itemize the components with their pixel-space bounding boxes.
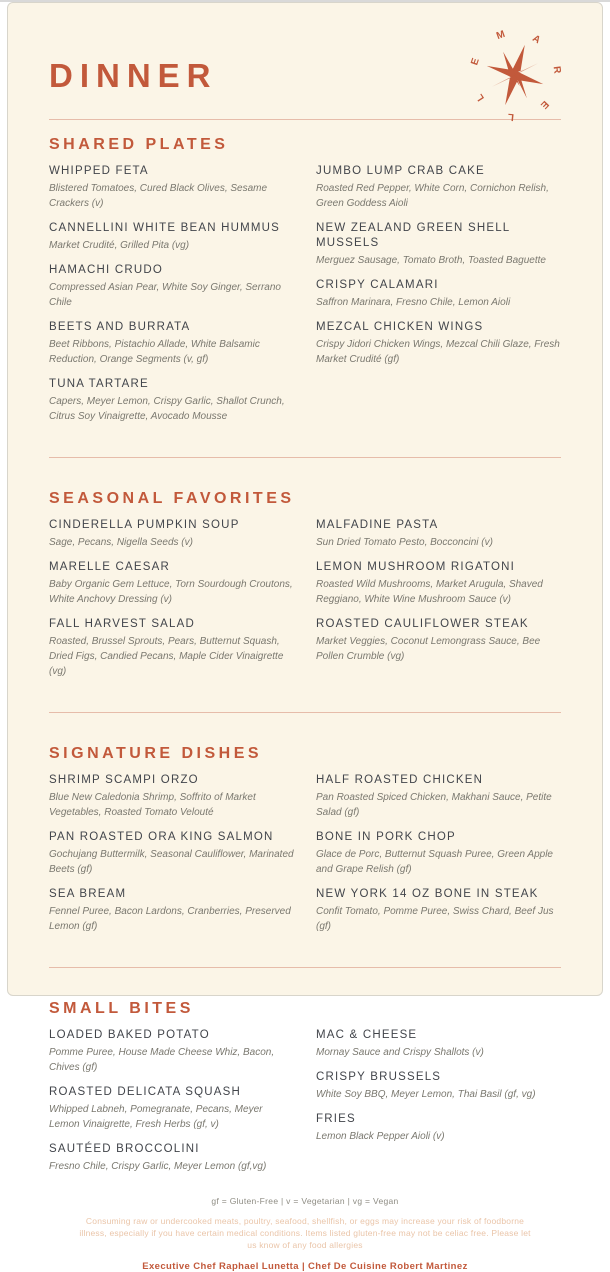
menu-item bbox=[49, 1142, 294, 1174]
menu-item-name: SEA BREAM bbox=[49, 888, 127, 900]
menu-item-description: Roasted Red Pepper, White Corn, Cornichon Relish, Green Goddess Aioli bbox=[316, 183, 549, 209]
menu-item bbox=[316, 1070, 561, 1102]
menu-item-name: SAUTÉED BROCCOLINI bbox=[49, 1143, 200, 1155]
section-title: SMALL BITES bbox=[49, 1000, 194, 1017]
menu-item-name: CINDERELLA PUMPKIN SOUP bbox=[49, 519, 240, 531]
menu-item-description: Fresno Chile, Crispy Garlic, Meyer Lemon (gf,vg) bbox=[49, 1161, 267, 1172]
menu-item-description: Market Crudité, Grilled Pita (vg) bbox=[49, 240, 190, 251]
compass-star-icon bbox=[482, 42, 548, 108]
menu-item-description: Baby Organic Gem Lettuce, Torn Sourdough Croutons, White Anchovy Dressing (v) bbox=[49, 579, 293, 605]
logo-letter: R bbox=[550, 65, 563, 75]
restaurant-logo bbox=[469, 29, 561, 121]
menu-sections bbox=[49, 136, 561, 1184]
menu-item-name: ROASTED DELICATA SQUASH bbox=[49, 1086, 242, 1098]
menu-item bbox=[316, 278, 561, 310]
menu-item bbox=[49, 263, 294, 310]
menu-item bbox=[49, 887, 294, 934]
section-title: SHARED PLATES bbox=[49, 136, 229, 153]
menu-column-left bbox=[49, 1028, 294, 1184]
menu-item-name: MAC & CHEESE bbox=[316, 1029, 418, 1041]
menu-item-description: Roasted, Brussel Sprouts, Pears, Butternut Squash, Dried Figs, Candied Pecans, Maple Cider Vinaigrette (vg) bbox=[49, 636, 284, 677]
menu-item-description: Capers, Meyer Lemon, Crispy Garlic, Shallot Crunch, Citrus Soy Vinaigrette, Avocado Mousse bbox=[49, 396, 285, 422]
menu-section bbox=[49, 136, 561, 434]
menu-item bbox=[316, 1112, 561, 1144]
menu-item bbox=[49, 1085, 294, 1132]
chefs-line: Executive Chef Raphael Lunetta | Chef De Cuisine Robert Martinez bbox=[142, 1261, 468, 1272]
menu-item-description: Mornay Sauce and Crispy Shallots (v) bbox=[316, 1047, 484, 1058]
section-title: SIGNATURE DISHES bbox=[49, 745, 263, 762]
menu-item bbox=[316, 560, 561, 607]
menu-item-name: PAN ROASTED ORA KING SALMON bbox=[49, 831, 274, 843]
menu-item bbox=[49, 320, 294, 367]
menu-item-description: Confit Tomato, Pomme Puree, Swiss Chard, Beef Jus (gf) bbox=[316, 906, 554, 932]
menu-footer bbox=[49, 1196, 561, 1272]
menu-item-description: Sun Dried Tomato Pesto, Bocconcini (v) bbox=[316, 537, 493, 548]
dinner-menu bbox=[7, 2, 603, 1272]
logo-letter: M bbox=[494, 29, 507, 43]
menu-item-name: MALFADINE PASTA bbox=[316, 519, 439, 531]
menu-column-left bbox=[49, 164, 294, 434]
menu-item-name: HAMACHI CRUDO bbox=[49, 264, 163, 276]
menu-item bbox=[49, 518, 294, 550]
menu-item-description: Fennel Puree, Bacon Lardons, Cranberries, Preserved Lemon (gf) bbox=[49, 906, 291, 932]
menu-column-right bbox=[316, 518, 561, 689]
menu-item bbox=[49, 221, 294, 253]
menu-item bbox=[49, 830, 294, 877]
menu-item-name: TUNA TARTARE bbox=[49, 378, 149, 390]
menu-column-left bbox=[49, 518, 294, 689]
menu-item-name: CRISPY BRUSSELS bbox=[316, 1071, 442, 1083]
logo-letter: E bbox=[469, 56, 482, 67]
menu-item-name: SHRIMP SCAMPI ORZO bbox=[49, 774, 199, 786]
menu-item-description: Saffron Marinara, Fresno Chile, Lemon Aioli bbox=[316, 297, 511, 308]
menu-column-right bbox=[316, 164, 561, 434]
menu-item-description: Glace de Porc, Butternut Squash Puree, Green Apple and Grape Relish (gf) bbox=[316, 849, 553, 875]
menu-item bbox=[49, 164, 294, 211]
menu-item bbox=[316, 221, 561, 268]
menu-item bbox=[49, 773, 294, 820]
menu-item-description: Whipped Labneh, Pomegranate, Pecans, Meyer Lemon Vinaigrette, Fresh Herbs (gf, v) bbox=[49, 1104, 263, 1130]
menu-section bbox=[49, 457, 561, 689]
menu-item bbox=[316, 518, 561, 550]
menu-item-description: Beet Ribbons, Pistachio Allade, White Balsamic Reduction, Orange Segments (v, gf) bbox=[49, 339, 260, 365]
menu-item bbox=[316, 164, 561, 211]
menu-item-name: MARELLE CAESAR bbox=[49, 561, 170, 573]
logo-letter: A bbox=[530, 32, 543, 47]
section-title: SEASONAL FAVORITES bbox=[49, 490, 295, 507]
menu-item-description: Merguez Sausage, Tomato Broth, Toasted Baguette bbox=[316, 255, 546, 266]
menu-item-description: Pomme Puree, House Made Cheese Whiz, Bacon, Chives (gf) bbox=[49, 1047, 275, 1073]
menu-item-name: LOADED BAKED POTATO bbox=[49, 1029, 210, 1041]
page-title: DINNER bbox=[49, 57, 218, 94]
menu-item-name: CANNELLINI WHITE BEAN HUMMUS bbox=[49, 222, 281, 234]
menu-item-name: HALF ROASTED CHICKEN bbox=[316, 774, 484, 786]
logo-letter: E bbox=[538, 97, 551, 111]
menu-section bbox=[49, 712, 561, 944]
menu-item bbox=[49, 377, 294, 424]
menu-item bbox=[49, 617, 294, 679]
menu-item-description: White Soy BBQ, Meyer Lemon, Thai Basil (gf, vg) bbox=[316, 1089, 536, 1100]
menu-item-name: MEZCAL CHICKEN WINGS bbox=[316, 321, 484, 333]
menu-item-description: Sage, Pecans, Nigella Seeds (v) bbox=[49, 537, 193, 548]
logo-letter: L bbox=[473, 91, 487, 104]
menu-item-name: FALL HARVEST SALAD bbox=[49, 618, 196, 630]
menu-item-description: Pan Roasted Spiced Chicken, Makhani Sauce, Petite Salad (gf) bbox=[316, 792, 552, 818]
menu-item bbox=[316, 830, 561, 877]
menu-item-description: Lemon Black Pepper Aioli (v) bbox=[316, 1131, 445, 1142]
menu-item-description: Gochujang Buttermilk, Seasonal Cauliflower, Marinated Beets (gf) bbox=[49, 849, 294, 875]
menu-item-description: Market Veggies, Coconut Lemongrass Sauce, Bee Pollen Crumble (vg) bbox=[316, 636, 541, 662]
menu-item-name: WHIPPED FETA bbox=[49, 165, 149, 177]
menu-item-name: LEMON MUSHROOM RIGATONI bbox=[316, 561, 516, 573]
menu-item bbox=[316, 320, 561, 367]
menu-column-right bbox=[316, 1028, 561, 1184]
menu-column-left bbox=[49, 773, 294, 944]
menu-item-description: Blistered Tomatoes, Cured Black Olives, Sesame Crackers (v) bbox=[49, 183, 268, 209]
health-disclaimer: Consuming raw or undercooked meats, poultry, seafood, shellfish, or eggs may increase your risk of foodborne illness, especially if you have certain medical conditions. Items listed gluten-free may not be celiac free. Please let us know of any food allergies bbox=[79, 1216, 531, 1250]
menu-item-description: Compressed Asian Pear, White Soy Ginger, Serrano Chile bbox=[49, 282, 281, 308]
menu-item bbox=[316, 617, 561, 664]
menu-item-name: FRIES bbox=[316, 1113, 356, 1125]
menu-item-name: BONE IN PORK CHOP bbox=[316, 831, 456, 843]
menu-item-name: JUMBO LUMP CRAB CAKE bbox=[316, 165, 485, 177]
menu-item-name: NEW ZEALAND GREEN SHELL MUSSELS bbox=[316, 222, 510, 249]
logo-letter: L bbox=[507, 110, 515, 123]
menu-item-description: Crispy Jidori Chicken Wings, Mezcal Chili Glaze, Fresh Market Crudité (gf) bbox=[316, 339, 560, 365]
menu-column-right bbox=[316, 773, 561, 944]
menu-header bbox=[49, 29, 563, 123]
menu-item bbox=[49, 560, 294, 607]
menu-item-description: Blue New Caledonia Shrimp, Soffrito of Market Vegetables, Roasted Tomato Velouté bbox=[49, 792, 256, 818]
menu-item-name: NEW YORK 14 OZ BONE IN STEAK bbox=[316, 888, 539, 900]
menu-item-name: CRISPY CALAMARI bbox=[316, 279, 439, 291]
menu-item bbox=[316, 1028, 561, 1060]
menu-item-description: Roasted Wild Mushrooms, Market Arugula, Shaved Reggiano, White Wine Mushroom Sauce (v) bbox=[316, 579, 543, 605]
menu-item bbox=[316, 887, 561, 934]
menu-item bbox=[49, 1028, 294, 1075]
menu-item-name: BEETS AND BURRATA bbox=[49, 321, 191, 333]
menu-item-name: ROASTED CAULIFLOWER STEAK bbox=[316, 618, 529, 630]
menu-item bbox=[316, 773, 561, 820]
diet-legend: gf = Gluten-Free | v = Vegetarian | vg = Vegan bbox=[211, 1196, 399, 1206]
